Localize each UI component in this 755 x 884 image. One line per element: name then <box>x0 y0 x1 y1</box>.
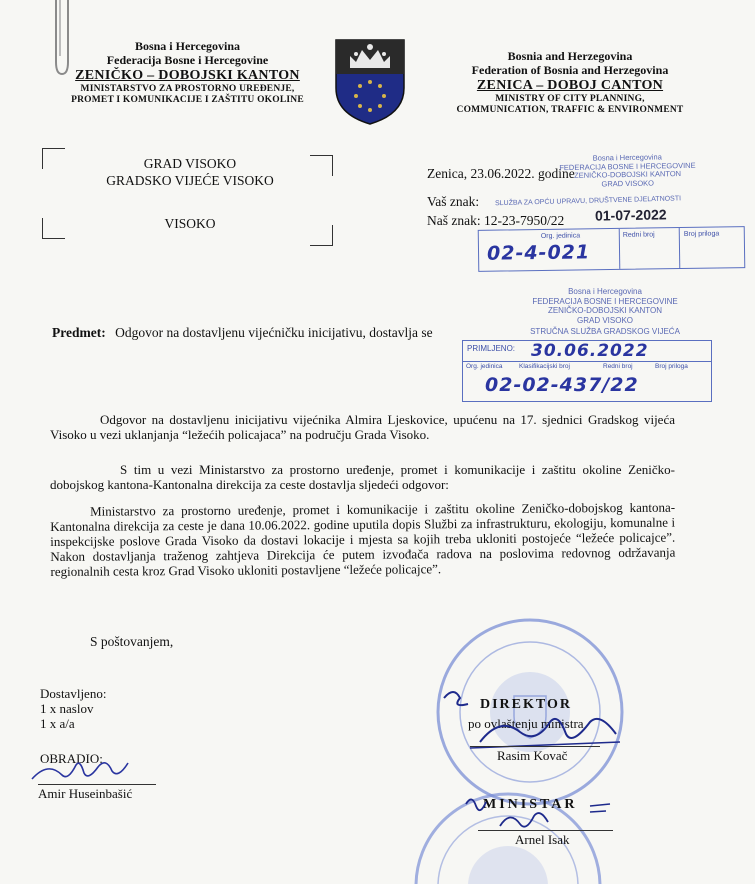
intake-stamp-col-org: Org. jedinica <box>540 232 581 240</box>
header-left-federation: Federacija Bosne i Hercegovine <box>106 52 269 67</box>
prepared-by-name: Amir Huseinbašić <box>38 786 133 801</box>
header-right-country: Bosnia and Herzegovina <box>507 49 633 63</box>
intake-stamp-header <box>520 152 736 190</box>
intake-stamp-number: 02-4-021 <box>486 241 591 265</box>
address-bracket-tl <box>42 148 65 169</box>
header-left-canton: ZENIČKO – DOBOJSKI KANTON <box>75 67 300 83</box>
director-signature-line <box>470 746 600 747</box>
intake-stamp-col-redni: Redni broj <box>622 231 655 239</box>
header-left-country: Bosna i Hercegovina <box>134 39 241 53</box>
intake-stamp-divider-2 <box>679 228 681 268</box>
distribution-item-2: 1 x a/a <box>40 716 75 731</box>
council-stamp-col-redni: Redni broj <box>603 363 633 370</box>
intake-stamp-date: 01-07-2022 <box>594 206 667 224</box>
intake-stamp-service: SLUŽBA ZA OPĆU UPRAVU, DRUŠTVENE DJELATNOSTI <box>494 195 682 208</box>
header-right-canton: ZENICA – DOBOJ CANTON <box>476 77 664 93</box>
intake-stamp-city: GRAD VISOKO <box>601 178 655 188</box>
recipient-city-name: GRAD VISOKO <box>143 156 237 171</box>
intake-stamp-col-prilog: Broj priloga <box>683 230 720 238</box>
address-bracket-bl <box>42 218 65 239</box>
intake-stamp-canton: ZENIČKO-DOBOJSKI KANTON <box>574 169 682 180</box>
council-stamp-col-prilog: Broj priloga <box>655 363 688 370</box>
our-reference: Naš znak: 12-23-7950/22 <box>427 213 565 228</box>
council-stamp-city: GRAD VISOKO <box>576 315 633 325</box>
distribution-label: Dostavljeno: <box>40 686 107 701</box>
header-right-ministry-2: COMMUNICATION, TRAFFIC & ENVIRONMENT <box>456 104 684 115</box>
body-paragraph-3: Ministarstvo za prostorno uređenje, promet i komunikacije i zaštitu okoline Zeničko-dobojskog kantona-Kantonalna direkcija za ceste je dana 10.06.2022. godine uputila dopis Službi za infrastrukturu, ekologiju, komunalne i inspekcijske poslove Grada Visoko da dostavi lokacije i mjesta sa kojih treba ukloniti postojeće “ležeće policajce”. Nakon dostavljanja traženog zahtjeva Direkcija će putem izvođača radova na poslovima redovnog održavanja regionalnih cesta kroz Grad Visoko ukloniti postavljene “ležeće policajce”. <box>50 499 676 579</box>
your-reference: Vaš znak: <box>427 194 480 209</box>
council-stamp-row-divider <box>463 361 711 362</box>
header-left-ministry-2: PROMET I KOMUNIKACIJE I ZAŠTITU OKOLINE <box>71 94 304 105</box>
director-title: DIREKTOR <box>480 697 572 712</box>
council-stamp-canton: ZENIČKO-DOBOJSKI KANTON <box>547 306 663 315</box>
recipient-location: VISOKO <box>164 216 216 231</box>
intake-stamp-federation: FEDERACIJA BOSNE I HERCEGOVINE <box>559 160 696 172</box>
recipient-council: GRADSKO VIJEĆE VISOKO <box>106 173 274 188</box>
council-stamp-country: Bosna i Hercegovina <box>568 287 642 296</box>
council-stamp-col-org: Org. jedinica <box>466 363 503 370</box>
address-bracket-tr <box>310 155 333 176</box>
council-stamp-number: 02-02-437/22 <box>485 374 639 396</box>
canton-emblem-icon <box>334 38 406 126</box>
prepared-by-signature-icon <box>28 755 148 787</box>
body-paragraph-1: Odgovor na dostavljenu inicijativu vijećnika Almira Ljeskovice, upućenu na 17. sjednici Gradskog vijeća Visoko u vezi uklanjanja “ležećih policajaca” na području Grada Visoko. <box>50 412 675 442</box>
document-date: Zenica, 23.06.2022. godine <box>427 166 575 181</box>
minister-title: MINISTAR <box>483 797 578 812</box>
greeting: S poštovanjem, <box>90 634 174 649</box>
council-stamp-service: STRUČNA SLUŽBA GRADSKOG VIJEĆA <box>530 327 680 336</box>
intake-stamp-country: Bosna i Hercegovina <box>592 152 662 163</box>
prepared-by-label: OBRADIO: <box>40 751 103 766</box>
council-stamp-federation: FEDERACIJA BOSNE I HERCEGOVINE <box>532 296 678 306</box>
header-right-ministry: MINISTRY OF CITY PLANNING, <box>495 93 645 104</box>
council-stamp-header <box>470 287 740 337</box>
subject-label: Predmet: <box>52 325 106 340</box>
header-left <box>55 40 320 106</box>
recipient-block <box>70 155 310 232</box>
subject-line <box>52 325 433 341</box>
distribution-block <box>40 686 106 731</box>
subject-text: Odgovor na dostavljenu vijećničku inicijativu, dostavlja se <box>115 325 433 340</box>
director-subtitle: po ovlaštenju ministra <box>468 716 584 731</box>
minister-name: Arnel Isak <box>515 832 570 847</box>
prepared-by-line <box>38 784 156 785</box>
intake-stamp-divider <box>619 229 621 269</box>
council-stamp-date: 30.06.2022 <box>531 341 649 361</box>
council-stamp-received: PRIMLJENO: <box>467 344 516 353</box>
header-left-ministry: MINISTARSTVO ZA PROSTORNO UREĐENJE, <box>80 83 295 94</box>
council-stamp-grid <box>462 340 712 402</box>
council-stamp-col-klas: Klasifikacijski broj <box>519 363 570 370</box>
header-right <box>425 50 715 116</box>
minister-signature-line <box>478 830 613 831</box>
address-bracket-br <box>310 225 333 246</box>
intake-stamp-grid <box>478 226 746 272</box>
director-name: Rasim Kovač <box>497 748 568 763</box>
body-paragraph-2: S tim u vezi Ministarstvo za prostorno uređenje, promet i komunikacije i zaštitu okoline Zeničko-dobojskog kantona-Kantonalna direkcija za ceste dostavlja sljedeći odgovor: <box>50 462 675 492</box>
distribution-item-1: 1 x naslov <box>40 701 94 716</box>
header-right-federation: Federation of Bosnia and Herzegovina <box>471 62 669 77</box>
